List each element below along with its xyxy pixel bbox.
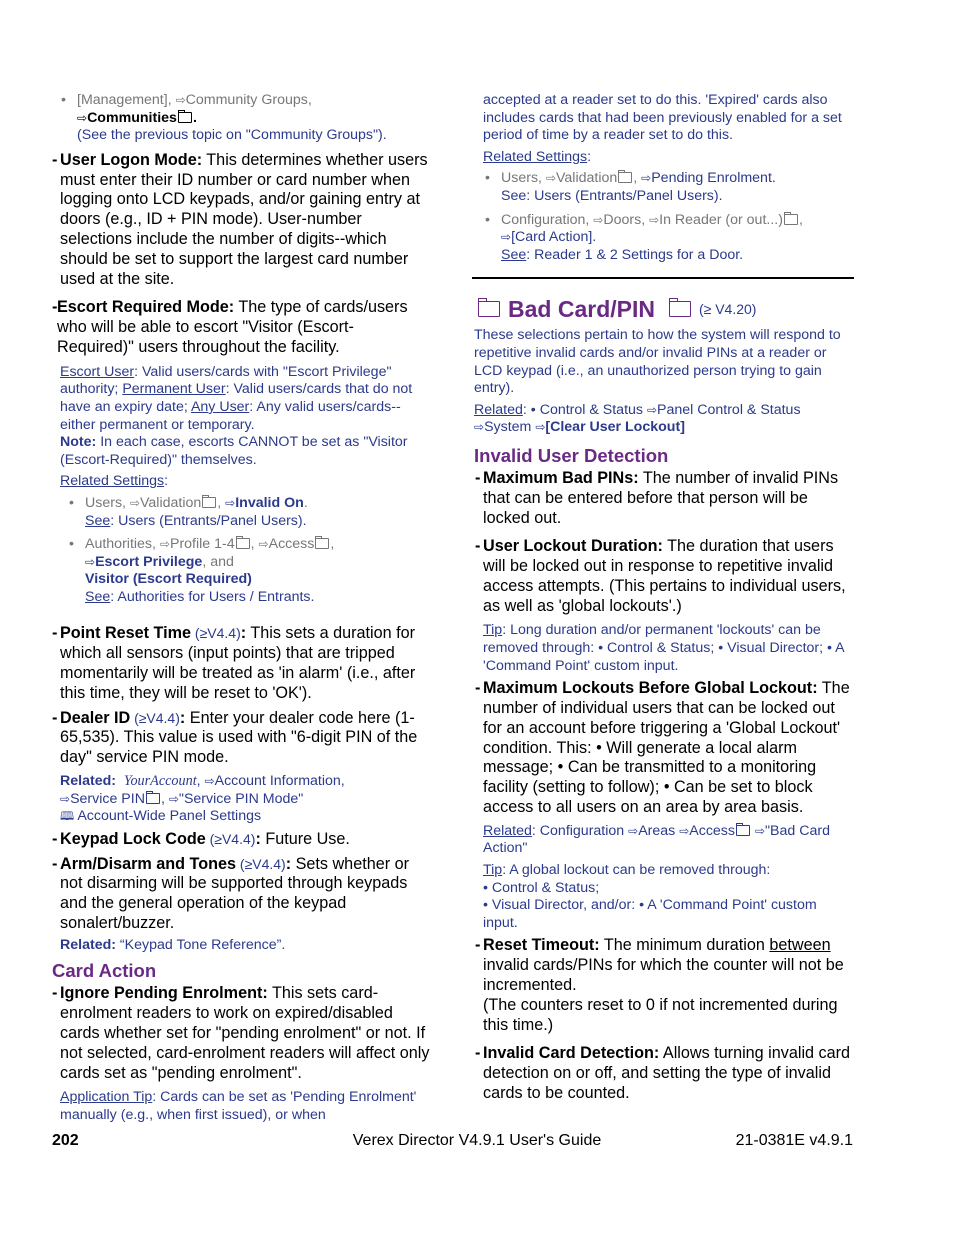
folder-icon bbox=[669, 301, 691, 317]
folder-icon bbox=[202, 497, 216, 508]
card-action-heading: Card Action bbox=[52, 960, 157, 982]
arrow-icon: ⇨ bbox=[545, 171, 556, 186]
maximum-bad-pins: - Maximum Bad PINs: The number of invalid PINs that can be entered before that person will be locked out. bbox=[475, 468, 839, 527]
list-item: • [Management], ⇨Community Groups, ⇨Communities . (See the previous topic on "Community Groups"). bbox=[52, 92, 430, 145]
folder-icon bbox=[618, 172, 632, 183]
arrow-icon: ⇨ bbox=[754, 823, 766, 838]
related-settings-label: Related Settings: bbox=[483, 148, 592, 165]
folder-icon bbox=[315, 538, 329, 549]
global-lockout-tip: Tip: A global lockout can be removed through: • Control & Status; • Visual Director, and/or: • A 'Command Point' custom input. bbox=[483, 862, 817, 931]
arrow-icon: ⇨ bbox=[501, 230, 512, 245]
book-icon: 🕮 bbox=[60, 809, 75, 824]
document-number: 21-0381E v4.9.1 bbox=[735, 1132, 853, 1149]
user-lockout-duration: - User Lockout Duration: The duration that users will be locked out in response to repetitive invalid access attempts. (This pertains to individual users, as well as 'global lockouts'.) bbox=[475, 537, 846, 615]
arrow-icon: ⇨ bbox=[649, 212, 660, 227]
card-action-related-list bbox=[476, 170, 854, 264]
invalid-card-detection: - Invalid Card Detection: Allows turning invalid card detection on or off, and setting the type of invalid cards to be counted. bbox=[475, 1044, 851, 1102]
page-number: 202 bbox=[52, 1132, 79, 1149]
point-reset-time: - Point Reset Time (≥V4.4): This sets a duration for which all sensors (input points) that are tripped momentarily will be treated as 'in alarm' (i.e., after this time, they will be reset to 'OK'). bbox=[52, 624, 416, 702]
list-item: • Users, ⇨Validation , ⇨Invalid On. See: Users (Entrants/Panel Users). bbox=[60, 495, 430, 530]
escort-required-mode: - Escort Required Mode: The type of cards/users who will be able to escort "Visitor (Escort-Required)" users throughout the facility. bbox=[52, 298, 408, 356]
arm-related: Related: “Keypad Tone Reference”. bbox=[60, 936, 286, 953]
arrow-icon: ⇨ bbox=[593, 212, 604, 227]
arrow-icon: ⇨ bbox=[60, 791, 71, 806]
related-settings-link[interactable]: Related Settings bbox=[483, 148, 588, 165]
application-tip: Application Tip: Cards can be set as 'Pending Enrolment' manually (e.g., when first issued), or when bbox=[60, 1089, 417, 1123]
arrow-icon: ⇨ bbox=[535, 420, 546, 435]
keypad-lock-code: - Keypad Lock Code (≥V4.4): Future Use. bbox=[52, 829, 350, 848]
related-settings-link[interactable]: Related Settings bbox=[60, 473, 165, 490]
footer-title: Verex Director V4.9.1 User's Guide bbox=[352, 1132, 602, 1149]
folder-icon bbox=[784, 214, 798, 225]
arrow-icon: ⇨ bbox=[646, 402, 658, 417]
folder-icon bbox=[178, 112, 192, 123]
left-column bbox=[52, 92, 430, 1129]
reset-timeout: - Reset Timeout: The minimum duration between invalid cards/PINs for which the counter will not be incremented. (The counters reset to 0 if not incremented during this time.) bbox=[475, 936, 844, 1034]
arrow-icon: ⇨ bbox=[85, 554, 96, 569]
right-column bbox=[472, 92, 854, 1109]
list-item: • Authorities, ⇨Profile 1-4 , ⇨Access , ⇨Escort Privilege, and Visitor (Escort Required) See: Authorities for Users / Entrants. bbox=[60, 536, 430, 606]
folder-icon bbox=[146, 793, 160, 804]
arrow-icon: ⇨ bbox=[679, 823, 690, 838]
folder-icon bbox=[736, 825, 750, 836]
arm-disarm-tones: - Arm/Disarm and Tones (≥V4.4): Sets whether or not disarming will be supported through keypads and the general operation of the keypad sonalert/buzzer. bbox=[52, 854, 409, 933]
arrow-icon: ⇨ bbox=[204, 774, 215, 789]
arrow-icon: ⇨ bbox=[77, 110, 88, 125]
see-link[interactable]: See bbox=[85, 512, 111, 529]
escort-related-list bbox=[60, 495, 430, 607]
global-lockout-related: Related: Configuration ⇨Areas ⇨Access ⇨"Bad Card Action" bbox=[483, 822, 830, 857]
dealer-id: - Dealer ID (≥V4.4): Enter your dealer code here (1-65,535). This value is used with "6-digit PIN of the day" service PIN mode. bbox=[52, 708, 418, 767]
bad-card-intro: These selections pertain to how the system will respond to repetitive invalid cards and/or invalid PINs at a reader or LCD keypad (i.e., an unauthorized person trying to gain entry). bbox=[474, 327, 841, 397]
ignore-pending-enrolment: - Ignore Pending Enrolment: This sets card-enrolment readers to work on expired/disabled cards whether set for "pending enrolment" or not. If not selected, card-enrolment readers will affect only cards set as "pending enrolment". bbox=[52, 984, 430, 1082]
user-logon-mode: - User Logon Mode: This determines whether users must enter their ID number or card number when logging onto LCD keypads, and/or gaining entry at doors (e.g., ID + PIN mode). User-number selections include the number of digits--which should be set to support the largest card number used at the site. bbox=[52, 150, 428, 288]
arrow-icon: ⇨ bbox=[474, 420, 485, 435]
folder-icon bbox=[478, 301, 500, 317]
maximum-lockouts: - Maximum Lockouts Before Global Lockout: The number of individual users that can be locked out for an account before triggering a 'Global Lockout' condition. This: • Will generate a local alarm message; • Can be transmitted to a monitoring facility (setting to follow); • Can be set to block access to all users on an area by area basis. bbox=[475, 679, 850, 817]
card-action-continued: accepted at a reader set to do this. 'Expired' cards also includes cards that had been previously enabled for a set period of time by a reader set to do this. bbox=[483, 92, 842, 144]
arrow-icon: ⇨ bbox=[159, 537, 170, 552]
arrow-icon: ⇨ bbox=[628, 823, 639, 838]
arrow-icon: ⇨ bbox=[258, 537, 269, 552]
see-previous-topic-link[interactable]: (See the previous topic on "Community Groups"). bbox=[77, 127, 387, 144]
communities-list bbox=[52, 92, 430, 145]
see-link[interactable]: See bbox=[85, 588, 111, 605]
bad-card-pin-heading: Bad Card/PIN (≥ V4.20) bbox=[474, 295, 854, 323]
escort-note: Escort User: Valid users/cards with "Escort Privilege" authority; Permanent User: Valid users/cards that do not have an expiry date; Any User: Any valid users/cards--either permanent or temporary. Note: In each case, escorts CANNOT be set as "Visitor (Escort-Required)" themselves. bbox=[60, 363, 413, 468]
folder-icon bbox=[236, 538, 250, 549]
arrow-icon: ⇨ bbox=[168, 791, 179, 806]
list-item: • Users, ⇨Validation , ⇨Pending Enrolment. See: Users (Entrants/Panel Users). bbox=[476, 170, 854, 205]
arrow-icon: ⇨ bbox=[129, 495, 140, 510]
lockout-tip: Tip: Long duration and/or permanent 'lockouts' can be removed through: • Control & Status; • Visual Director; • A 'Command Point' custom input. bbox=[483, 622, 844, 674]
related-settings-label: Related Settings: bbox=[60, 473, 169, 490]
see-link[interactable]: See bbox=[501, 246, 527, 263]
list-item: • Configuration, ⇨Doors, ⇨In Reader (or out...) , ⇨[Card Action]. See: Reader 1 & 2 Settings for a Door. bbox=[476, 212, 854, 265]
arrow-icon: ⇨ bbox=[175, 93, 186, 107]
invalid-user-detection-heading: Invalid User Detection bbox=[474, 444, 669, 466]
dealer-related: Related: YourAccount, ⇨Account Information, ⇨Service PIN , ⇨"Service PIN Mode" 🕮 Account-Wide Panel Settings bbox=[60, 773, 345, 825]
see-link[interactable]: See bbox=[501, 187, 527, 204]
arrow-icon: ⇨ bbox=[641, 171, 652, 186]
bad-card-related: Related: • Control & Status ⇨Panel Control & Status ⇨System ⇨[Clear User Lockout] bbox=[474, 401, 801, 436]
arrow-icon: ⇨ bbox=[225, 495, 236, 510]
